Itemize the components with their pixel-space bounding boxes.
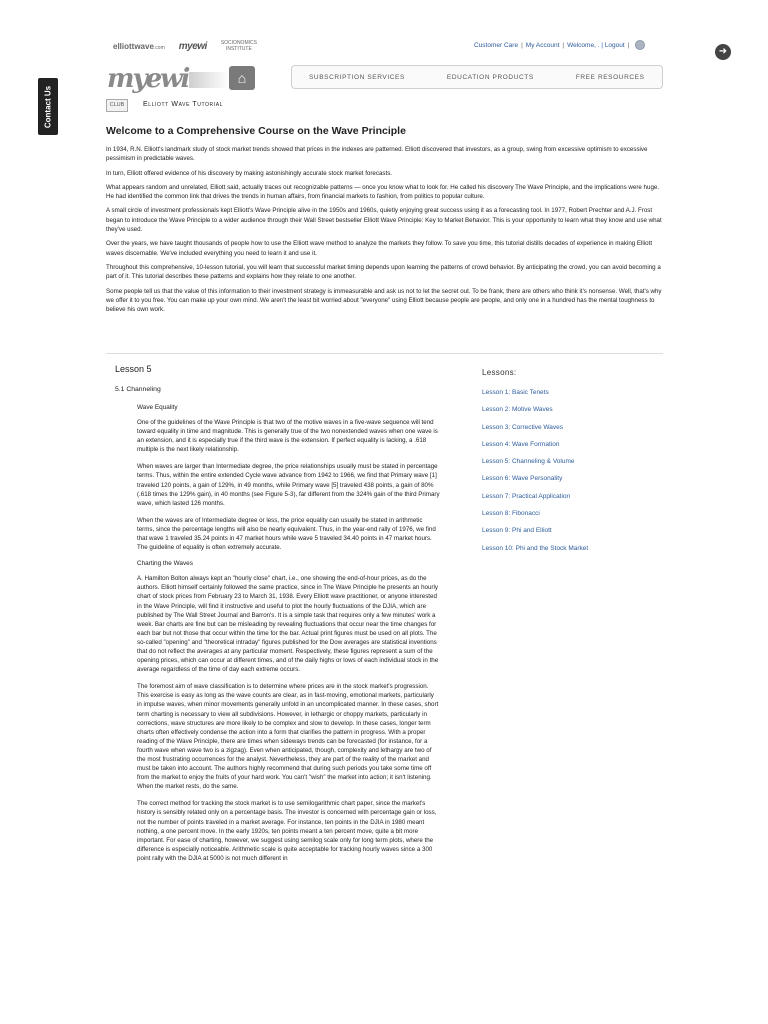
lessons-sidebar [482,368,662,557]
lesson-paragraph: A. Hamilton Bolton always kept an "hourly close" chart, i.e., one showing the end-of-hour prices, as do the authors. Elliott himself certainly followed the same practice, since in The Wave Principle he presents an hourly chart of stock prices from February 23 to March 31, 1938. Every Elliott wave practitioner, or anyone interested in the Wave Principle, will find it instructive and useful to plot the hourly fluctuations of the DJIA, which are published by The Wall Street Journal and Barron's. It is a simple task that requires only a few minutes' work a week. Bar charts are fine but can be misleading by revealing fluctuations that occur near the time changes for each bar but not those that occur within the time for the bar. Actual print figures must be used on all plots. The so-called "opening" and "theoretical intraday" figures published for the Dow averages are statistical inventions that do not reflect the averages at any particular moment. Respectively, these figures represent a sum of the opening prices, which can occur at different times, and of the daily highs or lows of each individual stock in the average regardless of the time of day each extreme occurs. [137,575,439,674]
lessons-title: Lessons: [482,368,517,377]
lesson-paragraph: One of the guidelines of the Wave Principle is that two of the motive waves in a five-wave sequence will tend toward equality in time and magnitude. This is generally true of the two nonextended waves when one wave is an extension, and it is especially true if the third wave is the extension. If perfect equality is lacking, a .618 multiple is the next likely relationship. [137,419,438,454]
intro-paragraph: Throughout this comprehensive, 10-lesson tutorial, you will learn that successful market timing depends upon learning the patterns of crowd behavior. By anticipating the crowd, you can avoid becoming a part of it. This tutorial describes these patterns and explains how they relate to one another. [106,263,661,281]
elliottwave-logo[interactable] [113,42,165,51]
lesson-link-5[interactable]: Lesson 5: Channeling & Volume [482,458,575,466]
share-arrow-icon[interactable]: ➜ [715,44,731,60]
my-account-link[interactable]: My Account [525,41,560,49]
lesson-link-4[interactable]: Lesson 4: Wave Formation [482,440,560,448]
page-title: Welcome to a Comprehensive Course on the Wave Principle [106,125,406,137]
lesson-link-10[interactable]: Lesson 10: Phi and the Stock Market [482,544,589,552]
club-badge: CLUB [106,99,128,112]
lesson-subheading: Wave Equality [137,404,178,411]
link-separator: | [521,41,523,49]
lesson-link-6[interactable]: Lesson 6: Wave Personality [482,475,563,483]
partner-logos [113,40,257,52]
link-separator: | [562,41,565,49]
lesson-link-7[interactable]: Lesson 7: Practical Application [482,492,571,500]
welcome-logout-link[interactable]: Welcome, . | Logout [567,41,625,49]
lesson-body [137,404,440,871]
top-links [474,40,645,50]
section-divider [106,353,663,354]
main-nav [291,65,663,89]
socionomics-line1: SOCIONOMICS [220,40,257,46]
socionomics-line2: INSTITUTE [225,46,252,52]
tutorial-title: Elliott Wave Tutorial [143,101,224,108]
lesson-title: Lesson 5 [115,364,152,374]
elliottwave-logo-suffix: .com [153,44,165,51]
lesson-link-9[interactable]: Lesson 9: Phi and Elliott [482,527,552,535]
lesson-paragraph: When the waves are of Intermediate degree or less, the price equality can usually be stated in arithmetic terms, since the percentage lengths will also be nearly equivalent. Thus, in the year-end rally of 1976, we find that wave 1 traveled 35.24 points in 47 market hours while wave 5 traveled 34.40 points in 47 market hours. The guideline of equality is often extremely accurate. [137,516,436,552]
myewi-logo-text: myewi [107,64,189,94]
lesson-section-title: 5.1 Channeling [115,386,161,393]
lesson-paragraph: The foremost aim of wave classification is to determine where prices are in the stock market's progression. This exercise is easy as long as the wave counts are clear, as in fast-moving, emotional markets, particularly in impulse waves, when minor movements generally unfold in an uncomplicated manner. In these cases, short term charting is necessary to view all subdivisions. However, in lethargic or choppy markets, particularly in corrections, wave structures are more likely to be complex and slow to develop. In these cases, longer term charts often effectively condense the action into a form that clarifies the pattern in progress. With a proper reading of the Wave Principle, there are times when sideways trends can be forecasted (for instance, for a fourth wave when wave two is a zigzag). Even when anticipated, though, complexity and lethargy are two of the most frustrating occurrences for the analyst. Nevertheless, they are part of the reality of the market and must be taken into account. The authors highly recommend that during such periods you take some time off from the market to enjoy the fruits of your hard work. You can't "wish" the market into action; it isn't listening. When the market rests, do the same. [137,683,439,791]
lesson-link-8[interactable]: Lesson 8: Fibonacci [482,510,540,518]
nav-free-resources[interactable]: FREE RESOURCES [575,73,645,81]
nav-education-products[interactable]: EDUCATION PRODUCTS [446,73,534,81]
intro-paragraph: Over the years, we have taught thousands of people how to use the Elliott wave method to analyze the markets they follow. To save you time, this tutorial distills decades of experience in making Elliott waves discernable. We've included everything you need to learn it and use it. [106,240,653,257]
lesson-paragraph: When waves are larger than Intermediate degree, the price relationships usually must be stated in percentage terms. Thus, within the entire extended Cycle wave advance from 1942 to 1966, we find that Primary wave [1] traveled 120 points, a gain of 129%, in 49 months, while Primary wave [5] traveled 438 points, a gain of 80% (.618 times the 129% gain), in 40 months (see Figure 5-3), far different from the 324% gain of the third Primary wave, which lasted 126 months. [137,463,440,507]
intro-paragraph: In turn, Elliott offered evidence of his discovery by making astonishingly accurate stock market forecasts. [106,169,393,177]
contact-us-label: Contact Us [43,85,53,128]
logo-fade [189,72,229,88]
nav-subscription-services[interactable]: SUBSCRIPTION SERVICES [309,73,405,81]
lesson-link-1[interactable]: Lesson 1: Basic Tenets [482,389,549,396]
intro-text [106,145,663,319]
myewi-logo[interactable] [107,66,227,92]
socionomics-logo[interactable] [221,40,257,52]
lesson-link-3[interactable]: Lesson 3: Corrective Waves [482,423,564,431]
home-icon[interactable]: ⌂ [229,66,255,90]
customer-care-link[interactable]: Customer Care [474,41,519,49]
globe-icon[interactable] [635,40,645,50]
intro-paragraph: Some people tell us that the value of this information to their investment strategy is immeasurable and ask us not to let the secret out. To be frank, there are others who think it's nonsense. Well, that's why we offer it to you free. You can make up your own mind. We aren't the least bit worried about "everyone" using Elliott because people are people, and only one in a hundred has the mental toughness to believe his own work. [106,287,662,314]
link-separator: | [627,41,630,49]
lesson-subheading: Charting the Waves [137,560,193,568]
elliottwave-logo-text: elliottwave [113,41,154,51]
lesson-paragraph: The correct method for tracking the stock market is to use semilogarithmic chart paper, since the market's history is sensibly related only on a percentage basis. The investor is concerned with percentage gain or loss, not the number of points traveled in a market average. For instance, ten points in the DJIA in 1980 meant nothing, a one percent move. In the early 1920s, ten points meant a ten percent move, quite a bit more important. For ease of charting, however, we suggest using semilog scale only for long term plots, where the difference is especially noticeable. Arithmetic scale is quite acceptable for tracking hourly waves since a 300 point rally with the DJIA at 5000 is not much different in [137,800,437,862]
myewi-small-logo[interactable]: myewi [178,40,207,52]
intro-paragraph: In 1934, R.N. Elliott's landmark study of stock market trends showed that prices in the indexes are patterned. Elliott discovered that investors, as a group, swing from excessive optimism to excessive pessimism in predictable waves. [106,146,648,163]
lesson-link-2[interactable]: Lesson 2: Motive Waves [482,406,553,414]
intro-paragraph: A small circle of investment professionals kept Elliott's Wave Principle alive in the 1950s and 1960s, quietly enjoying great success using it as a forecasting tool. In 1977, Robert Prechter and A.J. Frost began to introduce the Wave Principle to a wider audience through their Wall Street bestseller Elliott Wave Principle: Key to Market Behavior. This is your opportunity to learn what they know and use what they've used. [106,207,662,234]
contact-us-tab[interactable] [38,78,58,135]
intro-paragraph: What appears random and unrelated, Elliott said, actually traces out recognizable patterns — once you know what to look for. He called his discovery The Wave Principle, and the implications were huge. He had identified the common link that drives the trends in human affairs, from financial markets to fashion, from politics to popular culture. [106,183,660,201]
